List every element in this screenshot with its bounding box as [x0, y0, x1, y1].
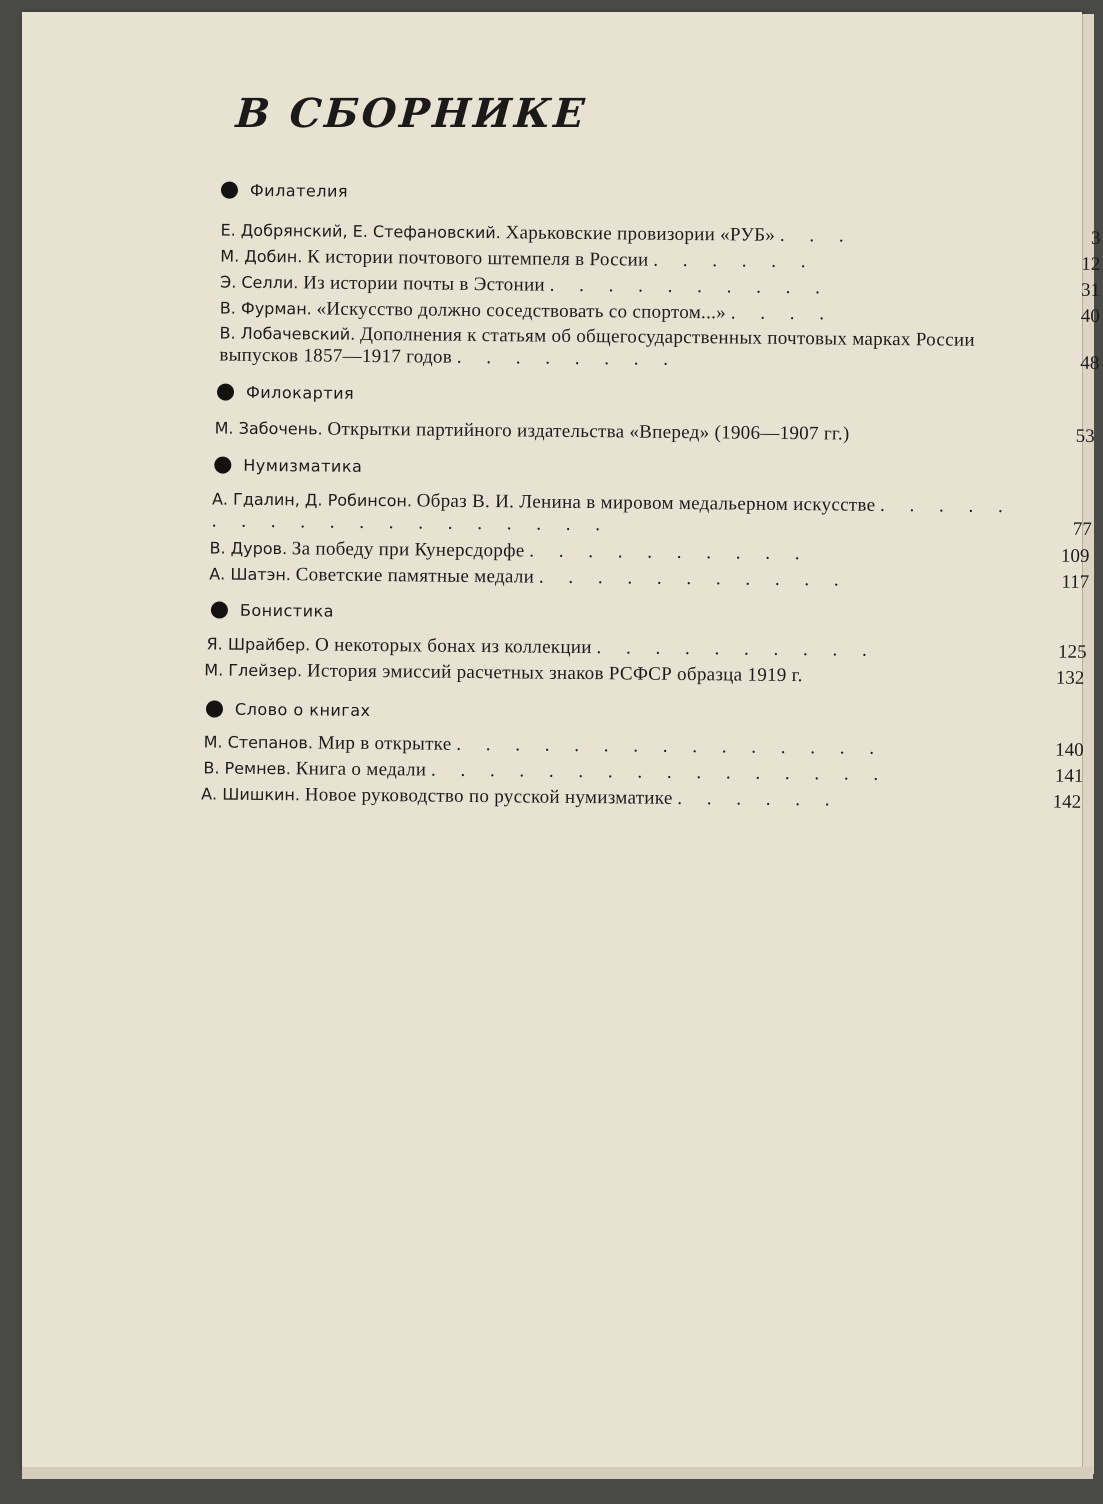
entry-author: А. Шатэн. — [209, 564, 291, 584]
entry-page: 40 — [1081, 305, 1100, 329]
section-heading-label: Бонистика — [240, 601, 334, 621]
entry-title: Новое руководство по русской нумизматике — [305, 784, 673, 809]
bullet-icon — [214, 456, 231, 473]
section-heading-label: Слово о книгах — [235, 700, 371, 720]
entry-title: Книга о медали — [296, 758, 427, 780]
toc-entry — [204, 658, 1019, 690]
entry-leader: . . . . . . . . . . — [596, 637, 876, 661]
entry-title: «Искусство должно соседствовать со спортом...» — [316, 298, 726, 323]
entry-title: Из истории почты в Эстонии — [303, 272, 545, 295]
entry-leader: . . . . . . . . . . — [529, 541, 809, 565]
entry-title: За победу при Кунерсдорфе — [292, 538, 525, 561]
bullet-icon — [211, 601, 228, 618]
entry-page: 12 — [1081, 253, 1100, 277]
entry-title: О некоторых бонах из коллекции — [315, 634, 592, 658]
section-heading-label: Нумизматика — [243, 456, 362, 476]
entry-author: В. Ремнев. — [203, 758, 291, 778]
bullet-icon — [221, 182, 238, 199]
section-philately — [221, 181, 348, 201]
entry-author: Я. Шрайбер. — [207, 634, 311, 654]
entry-page: 117 — [1061, 571, 1089, 595]
entry-leader: . . . . . . . . . . . — [539, 567, 849, 591]
entry-author: В. Фурман. — [220, 299, 312, 319]
entry-title: Открытки партийного издательства «Вперед» (1906—1907 гг.) — [327, 419, 849, 445]
entry-page: 31 — [1081, 279, 1100, 303]
entry-title: Советские памятные медали — [296, 564, 535, 587]
entry-author: Э. Селли. — [220, 273, 298, 293]
entry-page: 141 — [1055, 765, 1084, 789]
entry-author: М. Степанов. — [204, 732, 314, 752]
entry-leader: . . . . . . — [653, 250, 815, 273]
entry-author: М. Добин. — [220, 247, 302, 267]
entry-title: Дополнения к статьям об общегосударственных почтовых марках России выпусков 1857—1917 годов — [219, 324, 975, 368]
entry-leader: . . . . . . . . . . . . . . . . — [431, 760, 888, 785]
entry-page: 142 — [1053, 791, 1082, 815]
entry-leader: . . . . . . . . . . — [550, 275, 830, 299]
entry-author: М. Забочень. — [215, 418, 323, 438]
section-bonistics — [211, 600, 334, 620]
entry-leader: . . . . . . — [677, 788, 839, 811]
entry-leader: . . . . — [731, 302, 834, 324]
section-heading-label: Филателия — [250, 181, 348, 201]
entry-author: М. Глейзер. — [204, 660, 302, 680]
section-book-reviews — [206, 699, 371, 720]
entry-author: А. Шишкин. — [201, 784, 300, 804]
section-numismatics — [214, 455, 362, 475]
toc-entry — [201, 782, 1016, 814]
entry-leader: . . . . . . . . — [457, 347, 678, 370]
entry-page: 132 — [1056, 667, 1085, 691]
section-heading — [217, 383, 354, 403]
entry-leader: . . . — [780, 225, 854, 247]
entry-page: 53 — [1076, 425, 1095, 449]
entry-author: А. Гдалин, Д. Робинсон. — [212, 489, 412, 510]
entry-title: Харьковские провизории «РУБ» — [505, 222, 775, 246]
section-heading — [221, 181, 348, 201]
entry-title: Мир в открытке — [318, 732, 452, 754]
toc-entry — [212, 488, 1027, 540]
section-heading — [206, 699, 371, 720]
entry-page: 77 — [1073, 519, 1092, 541]
entry-title: К истории почтового штемпеля в России — [307, 246, 649, 270]
entry-page: 125 — [1058, 641, 1087, 665]
entry-author: Е. Добрянский, Е. Стефановский. — [220, 221, 500, 243]
entry-leader: . . . . . . . . . . . . . . . . . . . — [212, 495, 1013, 535]
bullet-icon — [217, 384, 234, 401]
entry-page: 3 — [1091, 227, 1101, 251]
page-title: В СБОРНИКЕ — [234, 90, 588, 137]
toc-entry — [209, 562, 1024, 594]
entry-page: 140 — [1055, 739, 1084, 763]
section-heading — [214, 455, 362, 475]
section-heading — [211, 600, 334, 620]
entry-page: 48 — [1080, 353, 1099, 375]
entry-title: История эмиссий расчетных знаков РСФСР образца 1919 г. — [307, 660, 803, 686]
toc-entry — [215, 416, 1030, 448]
entry-leader: . . . . . . . . . . . . . . . — [456, 734, 884, 759]
entry-author: В. Дуров. — [209, 538, 287, 558]
toc-entry — [219, 323, 1034, 375]
bullet-icon — [206, 700, 223, 717]
entry-page: 109 — [1061, 545, 1090, 569]
entry-title: Образ В. И. Ленина в мировом медальерном искусстве — [417, 490, 876, 515]
section-philocarty — [217, 383, 354, 403]
section-heading-label: Филокартия — [246, 383, 354, 403]
entry-author: В. Лобачевский. — [219, 324, 355, 344]
